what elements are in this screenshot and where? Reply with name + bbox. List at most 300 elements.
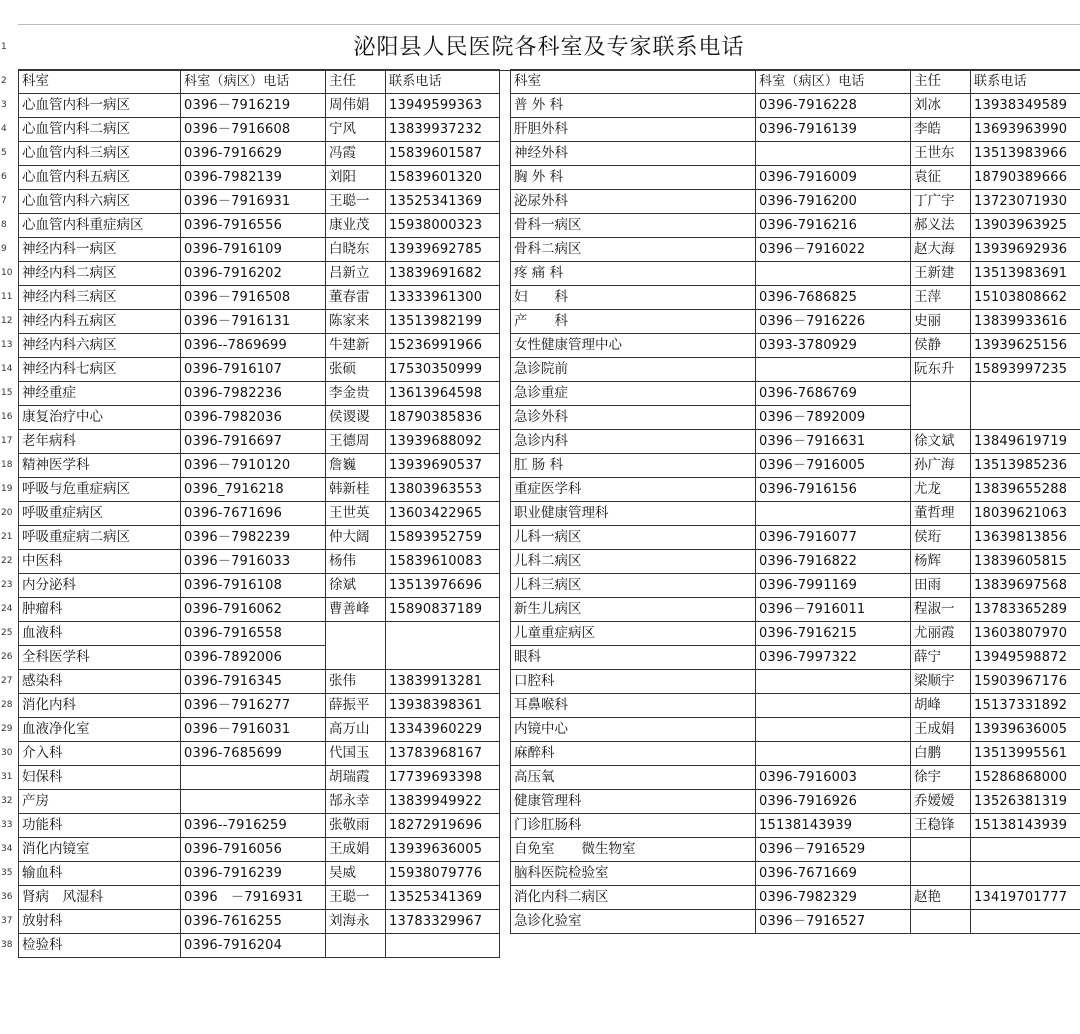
director-cell: 徐文斌 [911,430,971,454]
column-header: 主任 [326,70,386,94]
contact-phone-cell: 15137331892 [971,694,1080,718]
page-title: 泌阳县人民医院各科室及专家联系电话 [18,24,1080,71]
director-cell: 詹巍 [326,454,386,478]
row-number: 38 [1,940,13,950]
department-cell: 精神医学科 [19,454,181,478]
contact-phone-cell [971,838,1080,862]
table-row [19,142,500,166]
contact-phone-cell: 13525341369 [386,886,500,910]
contact-phone-cell: 13639813856 [971,526,1080,550]
department-cell: 产房 [19,790,181,814]
contact-phone-cell: 18039621063 [971,502,1080,526]
contact-phone-cell: 13513983966 [971,142,1080,166]
table-row [511,238,1080,262]
table-row [19,382,500,406]
contact-phone-cell: 13849619719 [971,430,1080,454]
director-cell: 袁征 [911,166,971,190]
contact-phone-cell [386,934,500,958]
column-header: 主任 [911,70,971,94]
table-row [19,454,500,478]
department-cell: 消化内镜室 [19,838,181,862]
contact-phone-cell: 13839913281 [386,670,500,694]
table-row [511,262,1080,286]
department-cell: 麻醉科 [511,742,756,766]
table-row [19,334,500,358]
contact-phone-cell: 15938079776 [386,862,500,886]
row-number: 24 [1,604,13,614]
contact-phone-cell: 15890837189 [386,598,500,622]
row-number: 27 [1,676,13,686]
department-cell: 健康管理科 [511,790,756,814]
department-phone-cell: 0396－7916508 [181,286,326,310]
row-number: 32 [1,796,13,806]
director-cell: 胡瑞霞 [326,766,386,790]
department-cell: 神经内科六病区 [19,334,181,358]
contact-phone-cell: 13939690537 [386,454,500,478]
contact-phone-cell: 13839697568 [971,574,1080,598]
department-cell: 儿科三病区 [511,574,756,598]
director-cell: 吴威 [326,862,386,886]
table-row [511,118,1080,142]
department-cell: 儿童重症病区 [511,622,756,646]
contact-phone-cell: 13839937232 [386,118,500,142]
department-phone-cell: 0396-7892006 [181,646,326,670]
director-cell: 侯珩 [911,526,971,550]
director-cell: 白晓东 [326,238,386,262]
director-cell: 宁风 [326,118,386,142]
table-row [511,454,1080,478]
department-phone-cell: 0396-7916204 [181,934,326,958]
contact-phone-cell: 15236991966 [386,334,500,358]
contact-phone-cell: 13513983691 [971,262,1080,286]
contact-phone-cell: 15103808662 [971,286,1080,310]
row-number: 34 [1,844,13,854]
department-phone-cell [756,742,911,766]
table-row [19,598,500,622]
table-row [511,166,1080,190]
row-number: 26 [1,652,13,662]
director-cell: 周伟娟 [326,94,386,118]
department-cell: 骨科一病区 [511,214,756,238]
department-cell: 内镜中心 [511,718,756,742]
department-cell: 介入科 [19,742,181,766]
table-row [511,358,1080,382]
director-cell: 仲大阔 [326,526,386,550]
table-row [511,430,1080,454]
row-number: 13 [1,340,13,350]
contact-phone-cell: 13939692785 [386,238,500,262]
table-row [511,598,1080,622]
table-row [511,694,1080,718]
director-cell: 韩新桂 [326,478,386,502]
contact-phone-cell: 13603422965 [386,502,500,526]
department-cell: 呼吸与危重症病区 [19,478,181,502]
department-phone-cell: 0396-7916108 [181,574,326,598]
contact-phone-cell: 13839691682 [386,262,500,286]
department-cell: 呼吸重症病二病区 [19,526,181,550]
row-number: 14 [1,364,13,374]
table-row [19,622,500,646]
director-cell: 吕新立 [326,262,386,286]
department-cell: 内分泌科 [19,574,181,598]
department-phone-cell: 0396－7916219 [181,94,326,118]
director-cell [326,934,386,958]
right-contact-table [510,69,1080,934]
department-cell: 功能科 [19,814,181,838]
director-cell: 徐斌 [326,574,386,598]
director-cell: 王萍 [911,286,971,310]
contact-phone-cell: 13783365289 [971,598,1080,622]
department-phone-cell: 0396-7916216 [756,214,911,238]
department-cell: 脑科医院检验室 [511,862,756,886]
director-cell: 王聪一 [326,190,386,214]
department-cell: 呼吸重症病区 [19,502,181,526]
department-phone-cell: 0396－7916529 [756,838,911,862]
director-cell: 赵大海 [911,238,971,262]
director-cell: 高万山 [326,718,386,742]
table-row [19,430,500,454]
director-cell: 陈家来 [326,310,386,334]
director-cell: 程淑一 [911,598,971,622]
director-cell: 牛建新 [326,334,386,358]
director-cell: 胡峰 [911,694,971,718]
department-cell: 血液科 [19,622,181,646]
contact-phone-cell: 13839655288 [971,478,1080,502]
department-cell: 检验科 [19,934,181,958]
department-cell: 急诊化验室 [511,910,756,934]
department-cell: 神经内科三病区 [19,286,181,310]
table-row [19,718,500,742]
department-cell: 肝胆外科 [511,118,756,142]
director-cell: 史丽 [911,310,971,334]
table-row [19,670,500,694]
department-cell: 急诊内科 [511,430,756,454]
contact-phone-cell: 13803963553 [386,478,500,502]
director-cell: 刘冰 [911,94,971,118]
department-phone-cell: 0396-7916629 [181,142,326,166]
director-cell: 王成娟 [326,838,386,862]
contact-phone-cell: 15286868000 [971,766,1080,790]
department-cell: 消化内科 [19,694,181,718]
row-number: 10 [1,268,13,278]
table-row [511,94,1080,118]
contact-phone-cell: 13513982199 [386,310,500,334]
department-phone-cell: 0396-7916556 [181,214,326,238]
table-row [511,862,1080,886]
contact-phone-cell: 13419701777 [971,886,1080,910]
department-cell: 产 科 [511,310,756,334]
department-phone-cell: 0396-7685699 [181,742,326,766]
director-cell: 冯霞 [326,142,386,166]
department-phone-cell: 0396--7869699 [181,334,326,358]
contact-phone-cell: 13513995561 [971,742,1080,766]
table-row [511,550,1080,574]
department-phone-cell [181,766,326,790]
department-phone-cell: 0396－7916011 [756,598,911,622]
department-phone-cell: 0396－7916931 [181,190,326,214]
contact-phone-cell: 15839601587 [386,142,500,166]
department-cell: 心血管内科五病区 [19,166,181,190]
contact-phone-cell: 13903963925 [971,214,1080,238]
row-number: 31 [1,772,13,782]
department-phone-cell: 0396－7916005 [756,454,911,478]
department-cell: 心血管内科二病区 [19,118,181,142]
department-phone-cell [756,718,911,742]
department-phone-cell: 0396－7916022 [756,238,911,262]
director-cell: 侯谡谡 [326,406,386,430]
department-phone-cell: 0396-7916345 [181,670,326,694]
table-row [19,118,500,142]
department-phone-cell: 0396--7916259 [181,814,326,838]
department-phone-cell: 0396-7982236 [181,382,326,406]
department-cell: 放射科 [19,910,181,934]
department-cell: 心血管内科重症病区 [19,214,181,238]
director-cell: 刘海永 [326,910,386,934]
table-row [19,550,500,574]
contact-phone-cell: 13613964598 [386,382,500,406]
director-cell: 尤丽霞 [911,622,971,646]
director-cell: 侯静 [911,334,971,358]
table-row [511,910,1080,934]
director-cell: 郜永幸 [326,790,386,814]
row-number: 12 [1,316,13,326]
table-row [511,790,1080,814]
contact-phone-cell: 15138143939 [971,814,1080,838]
contact-phone-cell: 18272919696 [386,814,500,838]
department-phone-cell: 0396－7982239 [181,526,326,550]
row-number: 16 [1,412,13,422]
row-number: 17 [1,436,13,446]
row-number: 18 [1,460,13,470]
table-row [19,814,500,838]
department-cell: 急诊重症 [511,382,756,406]
contact-phone-cell: 13525341369 [386,190,500,214]
contact-phone-cell [971,382,1080,430]
department-phone-cell: 0396－7910120 [181,454,326,478]
director-cell: 王成娟 [911,718,971,742]
contact-phone-cell: 13526381319 [971,790,1080,814]
department-cell: 神经内科二病区 [19,262,181,286]
department-cell: 心血管内科六病区 [19,190,181,214]
table-row [511,502,1080,526]
department-cell: 神经重症 [19,382,181,406]
department-phone-cell: 0396－7916226 [756,310,911,334]
department-phone-cell: 0396-7916926 [756,790,911,814]
department-phone-cell: 0396-7916107 [181,358,326,382]
department-cell: 急诊院前 [511,358,756,382]
director-cell: 李皓 [911,118,971,142]
header-row [511,70,1080,94]
department-cell: 普 外 科 [511,94,756,118]
row-number: 11 [1,292,13,302]
table-row [19,862,500,886]
table-row [511,742,1080,766]
department-phone-cell: 0396－7916031 [181,718,326,742]
department-cell: 感染科 [19,670,181,694]
department-phone-cell: 0396 －7916931 [181,886,326,910]
department-phone-cell: 0396－7916631 [756,430,911,454]
director-cell: 孙广海 [911,454,971,478]
department-phone-cell: 0396-7916215 [756,622,911,646]
director-cell [326,622,386,670]
director-cell: 王聪一 [326,886,386,910]
department-phone-cell: 0396-7916109 [181,238,326,262]
table-row [19,94,500,118]
table-row [511,814,1080,838]
director-cell: 王新建 [911,262,971,286]
table-row [511,670,1080,694]
table-row [511,718,1080,742]
department-phone-cell: 0396-7671696 [181,502,326,526]
contact-phone-cell: 13949599363 [386,94,500,118]
row-number: 2 [1,76,7,86]
row-number: 35 [1,868,13,878]
department-cell: 心血管内科一病区 [19,94,181,118]
row-number: 6 [1,172,7,182]
director-cell: 尤龙 [911,478,971,502]
row-number: 3 [1,100,7,110]
department-phone-cell: 0396-7916003 [756,766,911,790]
department-phone-cell: 0396-7997322 [756,646,911,670]
table-row [19,886,500,910]
director-cell: 赵艳 [911,886,971,910]
department-cell: 自免室 微生物室 [511,838,756,862]
spreadsheet [0,24,1080,969]
department-phone-cell: 0396-7916156 [756,478,911,502]
table-row [19,838,500,862]
table-row [511,886,1080,910]
department-phone-cell: 0396－7916527 [756,910,911,934]
department-phone-cell [181,790,326,814]
contact-phone-cell: 13949598872 [971,646,1080,670]
department-cell: 心血管内科三病区 [19,142,181,166]
contact-phone-cell: 15903967176 [971,670,1080,694]
column-header: 科室 [19,70,181,94]
table-row [511,142,1080,166]
department-cell: 中医科 [19,550,181,574]
table-row [19,286,500,310]
contact-phone-cell: 18790389666 [971,166,1080,190]
director-cell: 杨辉 [911,550,971,574]
department-cell: 门诊肛肠科 [511,814,756,838]
department-phone-cell: 0396-7916822 [756,550,911,574]
director-cell: 白鹏 [911,742,971,766]
contact-phone-cell: 13839949922 [386,790,500,814]
table-row [19,190,500,214]
department-cell: 胸 外 科 [511,166,756,190]
department-cell: 口腔科 [511,670,756,694]
director-cell: 田雨 [911,574,971,598]
department-phone-cell [756,358,911,382]
department-phone-cell: 0396－7916131 [181,310,326,334]
contact-phone-cell: 13513976696 [386,574,500,598]
contact-phone-cell: 13513985236 [971,454,1080,478]
contact-phone-cell: 13939636005 [971,718,1080,742]
department-phone-cell: 0396-7982036 [181,406,326,430]
department-cell: 肿瘤科 [19,598,181,622]
table-row [19,238,500,262]
column-header: 科室（病区）电话 [181,70,326,94]
director-cell: 王世英 [326,502,386,526]
department-cell: 神经外科 [511,142,756,166]
department-phone-cell: 0396-7916056 [181,838,326,862]
contact-phone-cell: 13603807970 [971,622,1080,646]
department-phone-cell: 0396-7916697 [181,430,326,454]
header-row [19,70,500,94]
row-number: 37 [1,916,13,926]
director-cell: 郝义法 [911,214,971,238]
contact-phone-cell: 15839610083 [386,550,500,574]
department-cell: 耳鼻喉科 [511,694,756,718]
department-cell: 消化内科二病区 [511,886,756,910]
director-cell: 康业茂 [326,214,386,238]
table-row [19,406,500,430]
column-header: 联系电话 [971,70,1080,94]
table-row [19,766,500,790]
table-row [19,502,500,526]
department-cell: 新生儿病区 [511,598,756,622]
table-row [19,166,500,190]
director-cell: 张敬雨 [326,814,386,838]
department-cell: 肾病 风湿科 [19,886,181,910]
department-phone-cell: 0396_7916218 [181,478,326,502]
department-phone-cell: 0396-7916202 [181,262,326,286]
director-cell: 薛振平 [326,694,386,718]
table-row [511,622,1080,646]
director-cell [911,910,971,934]
row-number: 28 [1,700,13,710]
table-row [511,526,1080,550]
table-row [511,646,1080,670]
department-phone-cell [756,694,911,718]
table-row [19,694,500,718]
row-number: 21 [1,532,13,542]
row-number: 22 [1,556,13,566]
director-cell: 阮东升 [911,358,971,382]
table-row [511,838,1080,862]
director-cell: 王世东 [911,142,971,166]
department-phone-cell: 0396-7982329 [756,886,911,910]
contact-phone-cell [971,862,1080,886]
director-cell: 薛宁 [911,646,971,670]
department-cell: 儿科一病区 [511,526,756,550]
table-row [511,214,1080,238]
row-number: 25 [1,628,13,638]
contact-phone-cell: 15938000323 [386,214,500,238]
table-row [19,574,500,598]
department-phone-cell: 0396-7686769 [756,382,911,406]
row-number: 5 [1,148,7,158]
department-cell: 神经内科七病区 [19,358,181,382]
contact-phone-cell: 13723071930 [971,190,1080,214]
contact-phone-cell: 13939688092 [386,430,500,454]
table-row [511,286,1080,310]
department-phone-cell [756,502,911,526]
table-row [19,934,500,958]
director-cell [911,862,971,886]
department-phone-cell: 0396-7916558 [181,622,326,646]
department-cell: 康复治疗中心 [19,406,181,430]
contact-phone-cell: 13939692936 [971,238,1080,262]
table-row [511,574,1080,598]
department-cell: 疼 痛 科 [511,262,756,286]
director-cell: 董哲理 [911,502,971,526]
department-phone-cell: 0396-7916062 [181,598,326,622]
contact-phone-cell: 13783329967 [386,910,500,934]
row-number: 7 [1,196,7,206]
department-phone-cell: 0396-7616255 [181,910,326,934]
department-cell: 妇保科 [19,766,181,790]
